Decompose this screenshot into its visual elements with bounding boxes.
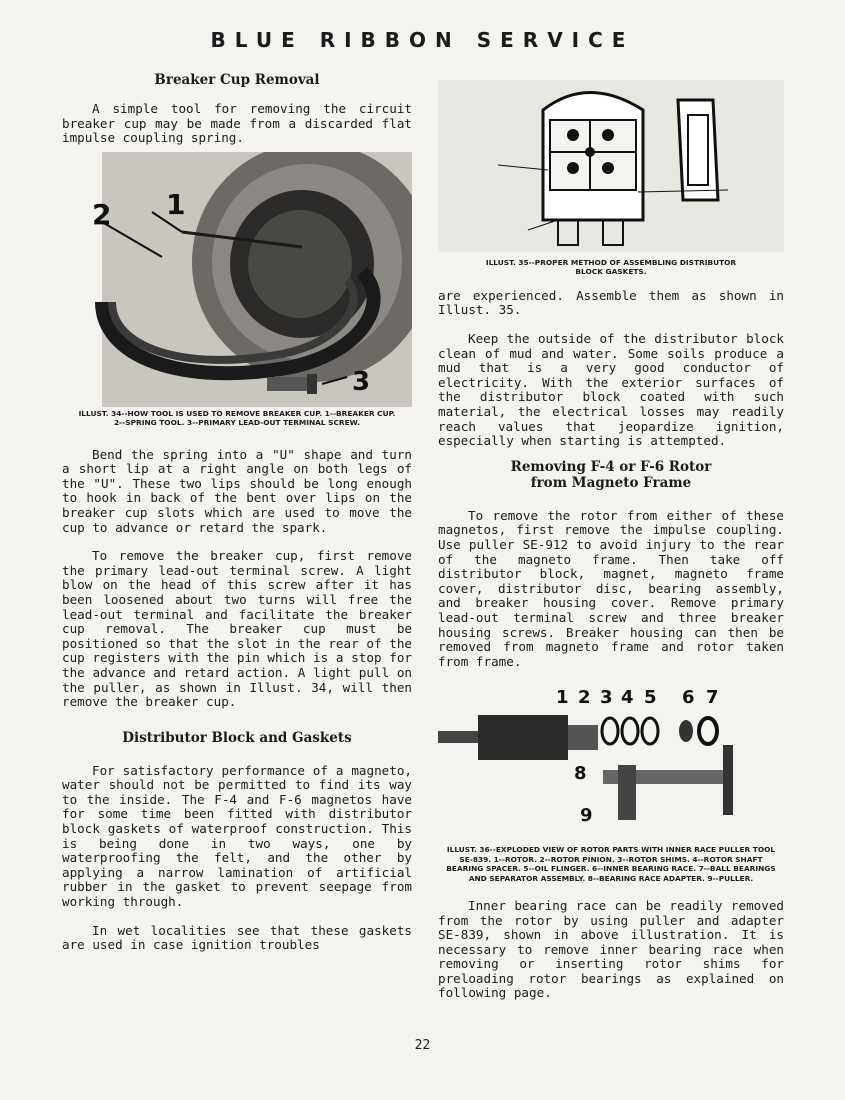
fig36-label-7: 7 <box>706 687 719 709</box>
caption-illustration-36: ILLUST. 36--EXPLODED VIEW OF ROTOR PARTS WITH INNER RACE PULLER TOOL SE-839. 1--ROTOR. 2--ROTOR PINION. 3--ROTOR SHIMS. 4--ROTOR SHAFT BEARING SPACER. 5--OIL FLINGER. 6--INNER BEARING RACE. 7--BALL BEARINGS AND SEPARATOR ASSEMBLY. 8--BEARING RACE ADAPTER. 9--PULLER. <box>446 845 776 883</box>
fig36-label-8: 8 <box>574 763 587 785</box>
heading-distributor-block: Distributor Block and Gaskets <box>122 729 352 746</box>
paragraph-keep-outside: Keep the outside of the distributor block clean of mud and water. Some soils produce a mud that is a very good conductor of electricity. With the exterior surfaces of the distributor block coated with such material, the electrical losses may readily reach values that jeopardize ignition, especially when starting is attempted. <box>438 331 784 449</box>
fig36-label-3: 3 <box>600 687 613 709</box>
running-header: BLUE RIBBON SERVICE <box>210 28 635 52</box>
caption-illustration-35: ILLUST. 35--PROPER METHOD OF ASSEMBLING DISTRIBUTOR BLOCK GASKETS. <box>485 258 737 277</box>
fig36-label-2: 2 <box>578 687 591 709</box>
fig34-label-2: 2 <box>92 197 112 231</box>
paragraph-breaker-intro: A simple tool for removing the circuit breaker cup may be made from a discarded flat impulse coupling spring. <box>62 101 412 146</box>
paragraph-inner-bearing-race: Inner bearing race can be readily removed from the rotor by using puller and adapter SE-839, shown in above illustration. It is necessary to remove inner bearing race when removing or inserting rotor shims for preloading rotor bearings as explained on following page. <box>438 897 784 1001</box>
fig36-label-5: 5 <box>644 687 657 709</box>
heading-breaker-cup-removal: Breaker Cup Removal <box>154 72 320 88</box>
fig36-label-1: 1 <box>556 687 569 709</box>
paragraph-remove-breaker-cup: To remove the breaker cup, first remove the primary lead-out terminal screw. A light blow on the head of this screw after it has been loosened about two turns will free the lead-out terminal and facilitate the breaker cup removal. The breaker cup must be positioned so that the slot in the rear of the cup registers with the pin which is a stop for the advance and retard action. A light pull on the puller, as shown in Illust. 34, will then remove the breaker cup. <box>62 548 412 710</box>
paragraph-bend-spring: Bend the spring into a "U" shape and turn a short lip at a right angle on both legs of the "U". These two lips should be long enough to hook in back of the bent over lips on the breaker cup slots which are used to move the cup to advance or retard the spark. <box>62 446 412 535</box>
illustration-35-diagram <box>438 80 784 252</box>
fig36-label-6: 6 <box>682 687 695 709</box>
caption-illustration-34: ILLUST. 34--HOW TOOL IS USED TO REMOVE BREAKER CUP. 1--BREAKER CUP. 2--SPRING TOOL. 3--PRIMARY LEAD-OUT TERMINAL SCREW. <box>78 408 396 428</box>
paragraph-wet-localities: In wet localities see that these gaskets are used in case ignition troubles <box>62 922 412 953</box>
paragraph-remove-rotor: To remove the rotor from either of these magnetos, first remove the impulse coupling. Use puller SE-912 to avoid injury to the rear of the magneto frame. Then take off distributor block, magnet, magneto frame cover, distributor disc, bearing assembly, and breaker housing cover. Remove primary lead-out terminal screw and three breaker housing screws. Breaker housing can then be removed from magneto frame and rotor taken from frame. <box>438 507 784 669</box>
illustration-34-photo <box>62 152 412 407</box>
page-number: 22 <box>414 1038 431 1053</box>
fig36-label-4: 4 <box>621 687 634 709</box>
fig34-label-1: 1 <box>166 187 186 221</box>
heading-removing-rotor: Removing F-4 or F-6 Rotor from Magneto Frame <box>510 458 712 491</box>
fig34-label-3: 3 <box>352 366 371 397</box>
illustration-36-exploded-view <box>438 675 784 843</box>
left-column <box>62 68 412 953</box>
fig36-label-9: 9 <box>580 805 593 827</box>
right-column <box>438 80 784 1001</box>
paragraph-are-experienced: are experienced. Assemble them as shown in Illust. 35. <box>438 287 784 318</box>
paragraph-satisfactory-performance: For satisfactory performance of a magneto, water should not be permitted to find its way to the inside. The F-4 and F-6 magnetos have for some time been fitted with distributor block gaskets of waterproof construction. This is being done in two ways, one by waterproofing the felt, and the other by applying a narrow lamination of artificial rubber in the gasket to prevent seepage from working through. <box>62 762 412 910</box>
